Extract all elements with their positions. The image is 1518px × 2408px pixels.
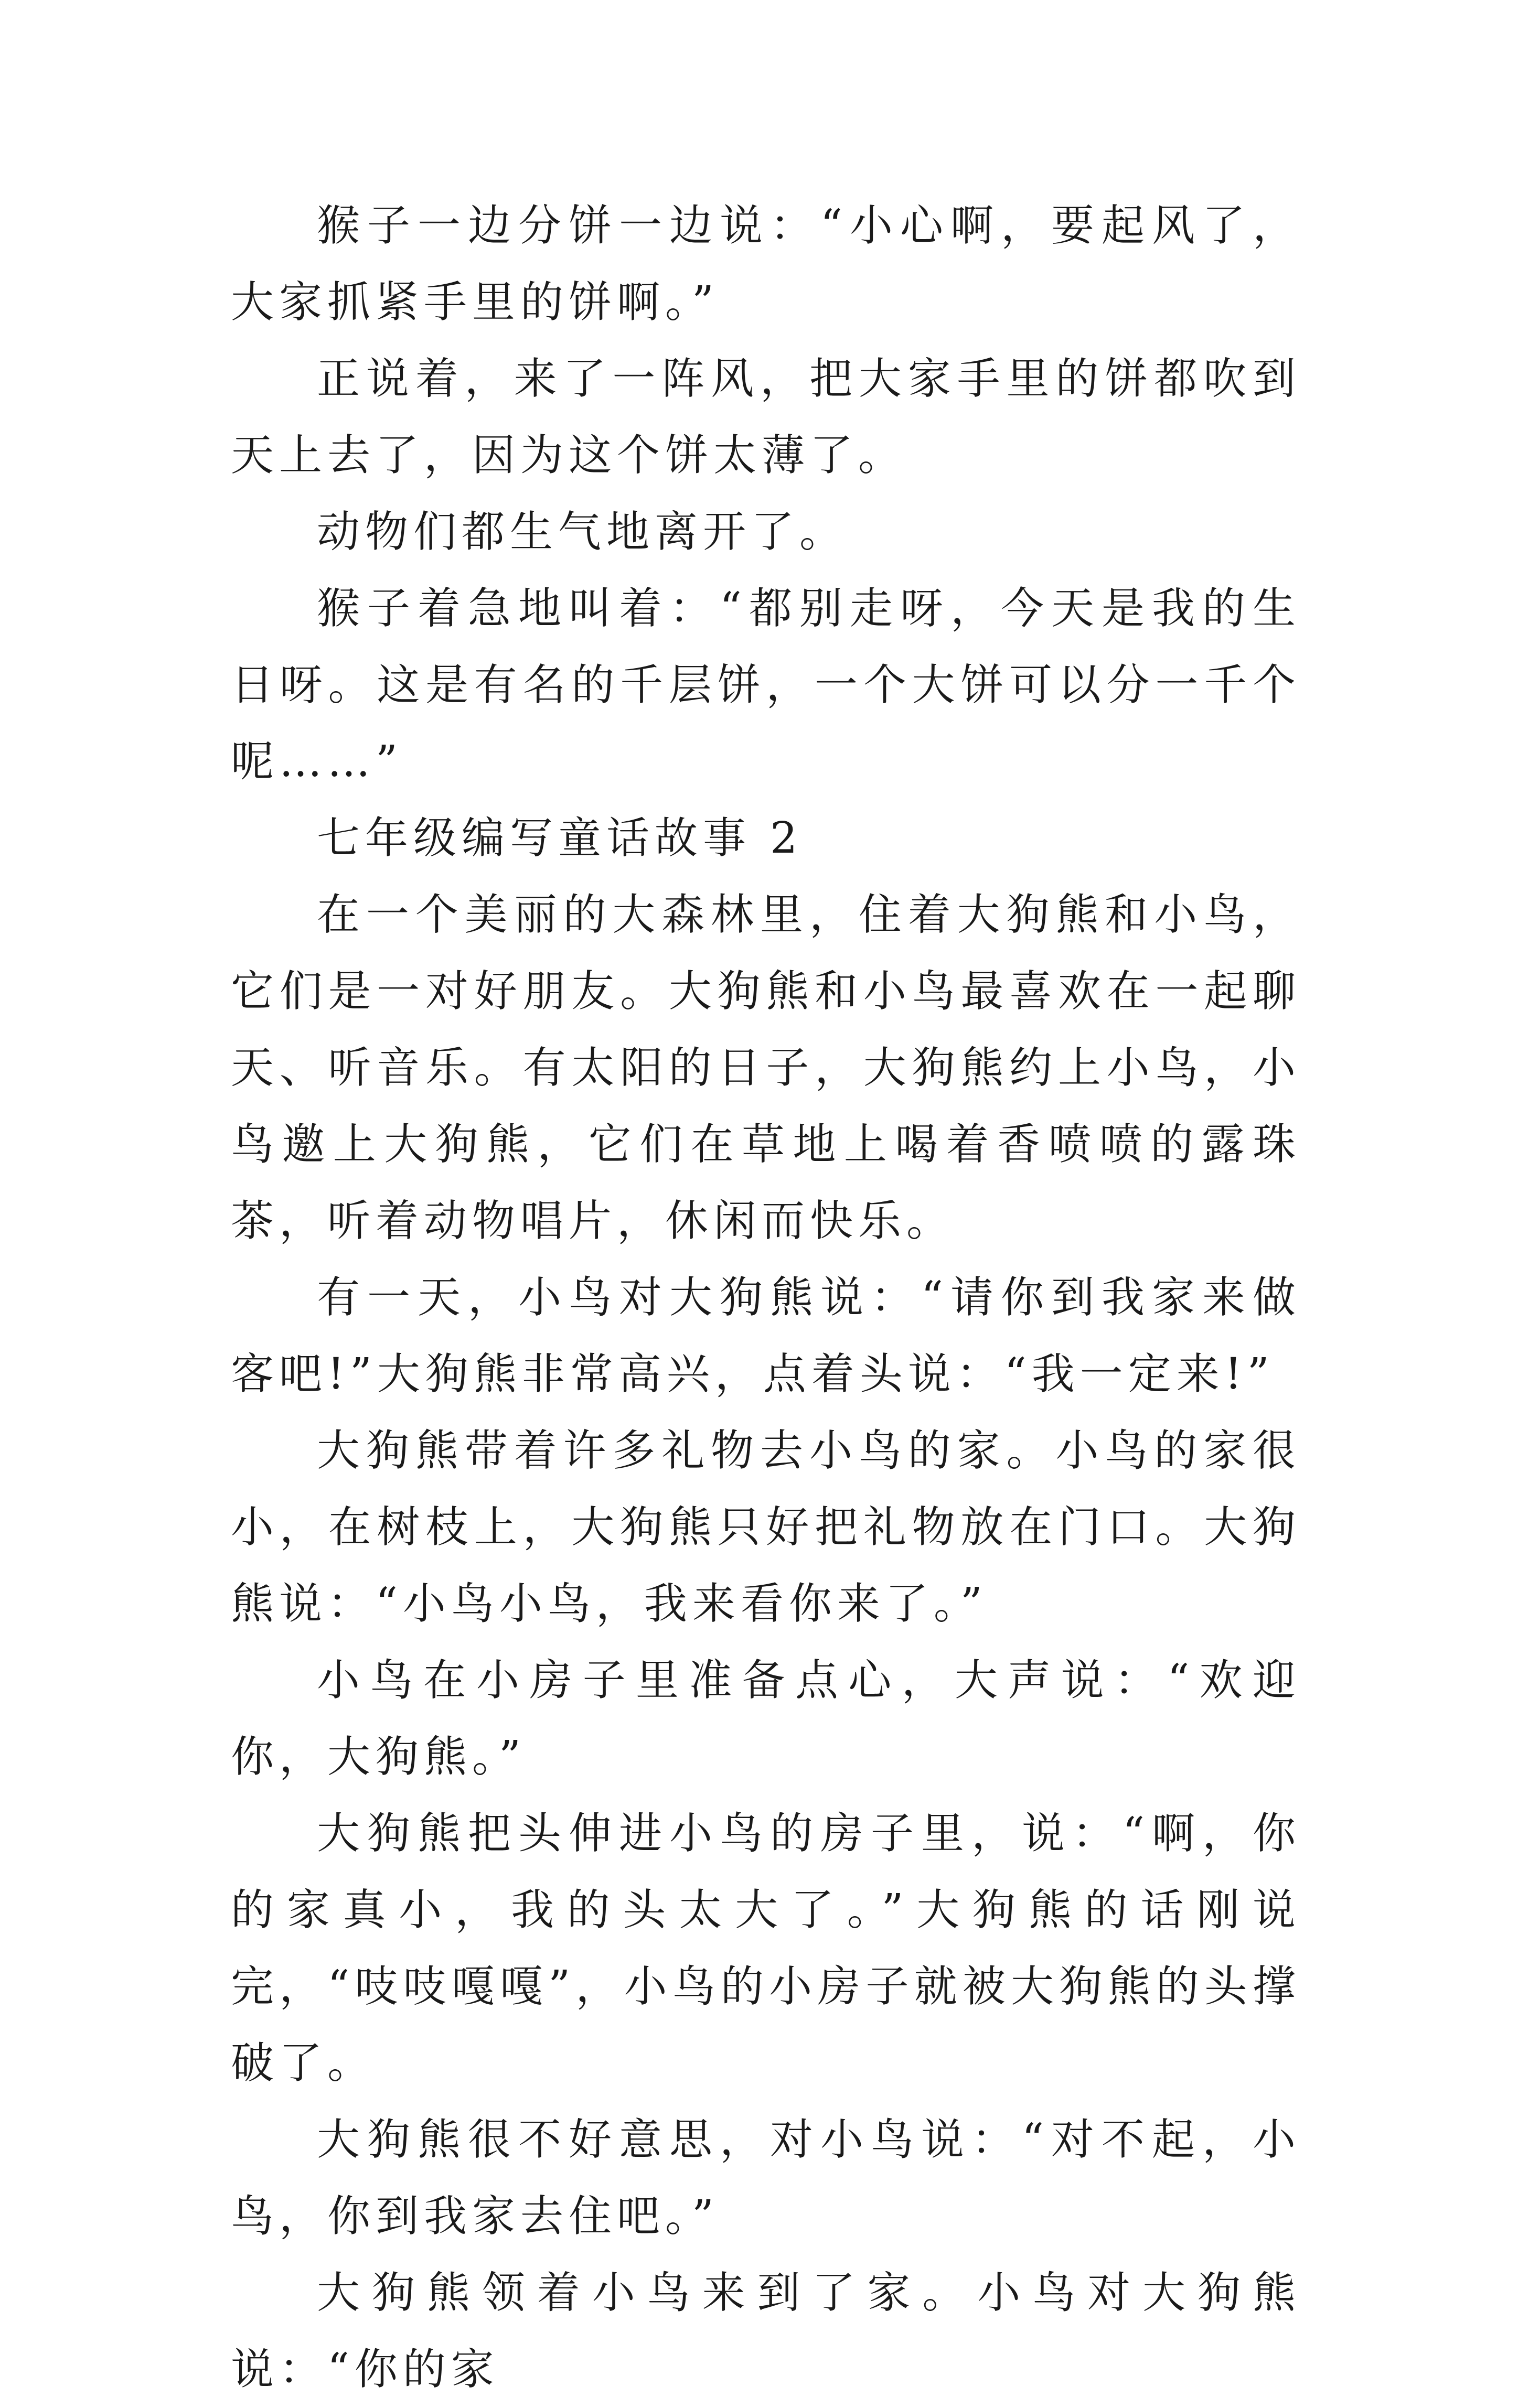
paragraph: 大狗熊很不好意思，对小鸟说：“对不起，小鸟，你到我家去住吧。”: [231, 2115, 1301, 2241]
paragraph: 动物们都生气地离开了。: [317, 507, 848, 557]
section-heading: 七年级编写童话故事 2: [317, 813, 803, 863]
paragraph: 正说着，来了一阵风，把大家手里的饼都吹到天上去了，因为这个饼太薄了。: [231, 354, 1301, 480]
paragraph: 大狗熊把头伸进小鸟的房子里，说：“啊，你的家真小，我的头太大了。”大狗熊的话刚说完，“吱吱嘎嘎”，小鸟的小房子就被大狗熊的头撑破了。: [231, 1809, 1301, 2088]
paragraph: 有一天，小鸟对大狗熊说：“请你到我家来做客吧!”大狗熊非常高兴，点着头说：“我一定来!”: [231, 1273, 1301, 1399]
paragraph: 小鸟在小房子里准备点心，大声说：“欢迎你，大狗熊。”: [231, 1656, 1301, 1782]
paragraph: 大狗熊带着许多礼物去小鸟的家。小鸟的家很小，在树枝上，大狗熊只好把礼物放在门口。大狗熊说：“小鸟小鸟，我来看你来了。”: [231, 1426, 1301, 1629]
paragraph: 大狗熊领着小鸟来到了家。小鸟对大狗熊说：“你的家: [231, 2268, 1301, 2394]
document-body: [231, 188, 1301, 2408]
paragraph: 猴子着急地叫着：“都别走呀，今天是我的生日呀。这是有名的千层饼，一个大饼可以分一千个呢……”: [231, 584, 1301, 787]
paragraph: 猴子一边分饼一边说：“小心啊，要起风了，大家抓紧手里的饼啊。”: [231, 201, 1301, 327]
paragraph: 在一个美丽的大森林里，住着大狗熊和小鸟，它们是一对好朋友。大狗熊和小鸟最喜欢在一起聊天、听音乐。有太阳的日子，大狗熊约上小鸟，小鸟邀上大狗熊，它们在草地上喝着香喷喷的露珠茶，听着动物唱片，休闲而快乐。: [231, 890, 1301, 1246]
